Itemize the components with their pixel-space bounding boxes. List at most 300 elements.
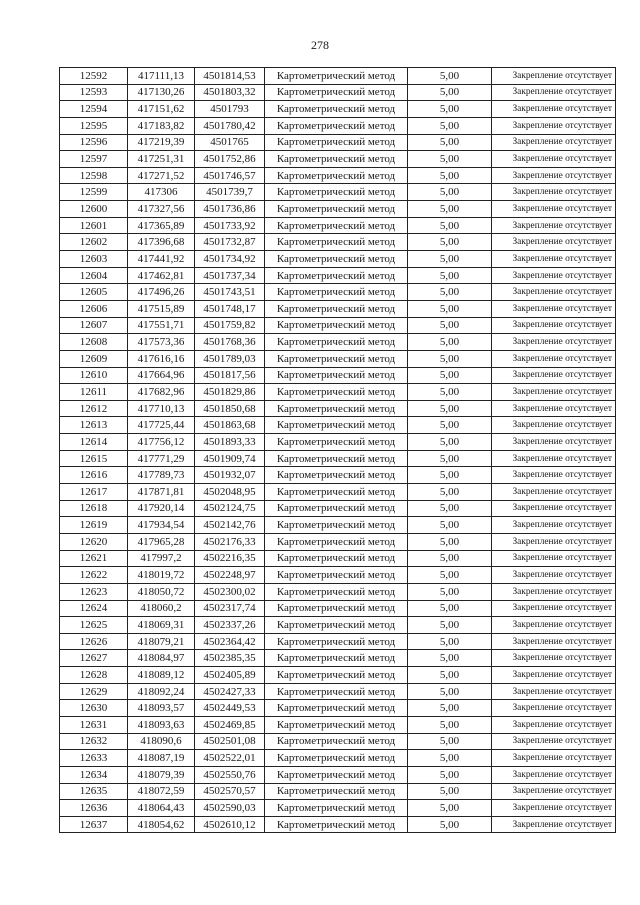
cell-coord-x: 417396,68 [128,234,195,251]
table-row [60,617,616,634]
cell-point-number: 12625 [60,617,128,634]
cell-coord-x: 418087,19 [128,750,195,767]
cell-point-number: 12617 [60,484,128,501]
table-row [60,251,616,268]
cell-coord-y: 4502300,02 [195,583,265,600]
cell-fixing-note: Закрепление отсутствует [492,550,616,567]
cell-coord-y: 4501850,68 [195,400,265,417]
table-row [60,533,616,550]
cell-coord-x: 418093,57 [128,700,195,717]
table-row [60,384,616,401]
cell-method: Картометрический метод [265,434,408,451]
cell-coord-y: 4502142,76 [195,517,265,534]
table-row [60,650,616,667]
cell-fixing-note: Закрепление отсутствует [492,334,616,351]
cell-method: Картометрический метод [265,251,408,268]
cell-coord-x: 417515,89 [128,300,195,317]
cell-accuracy: 5,00 [408,467,492,484]
cell-fixing-note: Закрепление отсутствует [492,533,616,550]
table-row [60,284,616,301]
cell-coord-y: 4502590,03 [195,800,265,817]
cell-coord-x: 418079,39 [128,766,195,783]
cell-coord-y: 4501768,36 [195,334,265,351]
coordinates-table [59,67,616,833]
cell-coord-y: 4501752,86 [195,151,265,168]
cell-accuracy: 5,00 [408,800,492,817]
cell-point-number: 12612 [60,400,128,417]
cell-method: Картометрический метод [265,300,408,317]
cell-point-number: 12627 [60,650,128,667]
cell-fixing-note: Закрепление отсутствует [492,750,616,767]
cell-coord-y: 4502522,01 [195,750,265,767]
table-row [60,151,616,168]
cell-accuracy: 5,00 [408,450,492,467]
cell-point-number: 12606 [60,300,128,317]
cell-coord-x: 418093,63 [128,716,195,733]
cell-fixing-note: Закрепление отсутствует [492,300,616,317]
cell-coord-x: 417965,28 [128,533,195,550]
cell-fixing-note: Закрепление отсутствует [492,667,616,684]
cell-accuracy: 5,00 [408,733,492,750]
cell-accuracy: 5,00 [408,617,492,634]
cell-coord-x: 418060,2 [128,600,195,617]
cell-fixing-note: Закрепление отсутствует [492,151,616,168]
cell-accuracy: 5,00 [408,367,492,384]
cell-method: Картометрический метод [265,500,408,517]
cell-point-number: 12628 [60,667,128,684]
cell-coord-x: 417997,2 [128,550,195,567]
cell-fixing-note: Закрепление отсутствует [492,467,616,484]
cell-coord-y: 4502405,89 [195,667,265,684]
cell-point-number: 12609 [60,350,128,367]
cell-coord-x: 417725,44 [128,417,195,434]
cell-point-number: 12635 [60,783,128,800]
cell-method: Картометрический метод [265,617,408,634]
cell-method: Картометрический метод [265,766,408,783]
cell-method: Картометрический метод [265,417,408,434]
cell-fixing-note: Закрепление отсутствует [492,234,616,251]
cell-method: Картометрический метод [265,733,408,750]
cell-point-number: 12608 [60,334,128,351]
table-row [60,633,616,650]
cell-accuracy: 5,00 [408,151,492,168]
cell-coord-y: 4502248,97 [195,567,265,584]
cell-point-number: 12618 [60,500,128,517]
cell-accuracy: 5,00 [408,384,492,401]
cell-coord-x: 417573,36 [128,334,195,351]
cell-fixing-note: Закрепление отсутствует [492,583,616,600]
cell-method: Картометрический метод [265,101,408,118]
cell-coord-x: 417920,14 [128,500,195,517]
cell-fixing-note: Закрепление отсутствует [492,633,616,650]
cell-fixing-note: Закрепление отсутствует [492,517,616,534]
cell-method: Картометрический метод [265,134,408,151]
cell-fixing-note: Закрепление отсутствует [492,800,616,817]
cell-point-number: 12632 [60,733,128,750]
cell-accuracy: 5,00 [408,600,492,617]
cell-fixing-note: Закрепление отсутствует [492,317,616,334]
cell-method: Картометрический метод [265,667,408,684]
cell-method: Картометрический метод [265,201,408,218]
cell-point-number: 12598 [60,167,128,184]
cell-accuracy: 5,00 [408,783,492,800]
cell-accuracy: 5,00 [408,500,492,517]
cell-fixing-note: Закрепление отсутствует [492,617,616,634]
cell-fixing-note: Закрепление отсутствует [492,101,616,118]
cell-method: Картометрический метод [265,184,408,201]
cell-coord-y: 4501748,17 [195,300,265,317]
cell-coord-x: 417306 [128,184,195,201]
table-row [60,167,616,184]
cell-coord-x: 417251,31 [128,151,195,168]
cell-accuracy: 5,00 [408,484,492,501]
cell-point-number: 12603 [60,251,128,268]
table-row [60,500,616,517]
table-row [60,683,616,700]
cell-point-number: 12610 [60,367,128,384]
cell-accuracy: 5,00 [408,117,492,134]
table-row [60,117,616,134]
cell-method: Картометрический метод [265,334,408,351]
cell-accuracy: 5,00 [408,750,492,767]
cell-point-number: 12622 [60,567,128,584]
cell-coord-y: 4501759,82 [195,317,265,334]
cell-coord-x: 417111,13 [128,68,195,85]
cell-point-number: 12616 [60,467,128,484]
table-row [60,201,616,218]
cell-method: Картометрический метод [265,484,408,501]
cell-accuracy: 5,00 [408,716,492,733]
cell-fixing-note: Закрепление отсутствует [492,384,616,401]
cell-coord-x: 417756,12 [128,434,195,451]
cell-point-number: 12602 [60,234,128,251]
cell-accuracy: 5,00 [408,567,492,584]
cell-coord-x: 418090,6 [128,733,195,750]
cell-coord-y: 4501893,33 [195,434,265,451]
cell-method: Картометрический метод [265,650,408,667]
table-row [60,334,616,351]
cell-accuracy: 5,00 [408,550,492,567]
cell-accuracy: 5,00 [408,84,492,101]
cell-coord-x: 417441,92 [128,251,195,268]
cell-coord-x: 417219,39 [128,134,195,151]
cell-accuracy: 5,00 [408,583,492,600]
cell-fixing-note: Закрепление отсутствует [492,84,616,101]
cell-method: Картометрический метод [265,367,408,384]
cell-coord-y: 4501789,03 [195,350,265,367]
cell-method: Картометрический метод [265,750,408,767]
cell-method: Картометрический метод [265,384,408,401]
cell-point-number: 12596 [60,134,128,151]
cell-fixing-note: Закрепление отсутствует [492,167,616,184]
table-row [60,600,616,617]
table-row [60,101,616,118]
cell-point-number: 12599 [60,184,128,201]
table-row [60,400,616,417]
cell-coord-x: 418089,12 [128,667,195,684]
table-row [60,667,616,684]
table-row [60,766,616,783]
cell-method: Картометрический метод [265,533,408,550]
cell-method: Картометрический метод [265,783,408,800]
coordinates-table-body [60,68,616,833]
cell-fixing-note: Закрепление отсутствует [492,117,616,134]
cell-coord-y: 4502570,57 [195,783,265,800]
cell-coord-y: 4502501,08 [195,733,265,750]
cell-accuracy: 5,00 [408,201,492,218]
cell-accuracy: 5,00 [408,517,492,534]
cell-coord-y: 4502364,42 [195,633,265,650]
cell-fixing-note: Закрепление отсутствует [492,400,616,417]
cell-coord-x: 417496,26 [128,284,195,301]
cell-point-number: 12613 [60,417,128,434]
cell-fixing-note: Закрепление отсутствует [492,201,616,218]
cell-coord-y: 4502216,35 [195,550,265,567]
cell-coord-x: 417871,81 [128,484,195,501]
cell-accuracy: 5,00 [408,434,492,451]
cell-coord-y: 4502337,26 [195,617,265,634]
cell-point-number: 12626 [60,633,128,650]
cell-accuracy: 5,00 [408,700,492,717]
cell-point-number: 12593 [60,84,128,101]
cell-coord-y: 4501863,68 [195,417,265,434]
cell-fixing-note: Закрепление отсутствует [492,367,616,384]
table-row [60,184,616,201]
table-row [60,716,616,733]
cell-accuracy: 5,00 [408,167,492,184]
cell-fixing-note: Закрепление отсутствует [492,350,616,367]
table-row [60,567,616,584]
cell-accuracy: 5,00 [408,317,492,334]
cell-coord-y: 4501817,56 [195,367,265,384]
cell-fixing-note: Закрепление отсутствует [492,733,616,750]
cell-coord-x: 418092,24 [128,683,195,700]
cell-method: Картометрический метод [265,284,408,301]
cell-coord-y: 4501803,32 [195,84,265,101]
cell-fixing-note: Закрепление отсутствует [492,650,616,667]
cell-method: Картометрический метод [265,350,408,367]
cell-method: Картометрический метод [265,633,408,650]
table-row [60,550,616,567]
cell-accuracy: 5,00 [408,417,492,434]
cell-method: Картометрический метод [265,167,408,184]
cell-coord-y: 4502385,35 [195,650,265,667]
cell-fixing-note: Закрепление отсутствует [492,484,616,501]
cell-accuracy: 5,00 [408,683,492,700]
table-row [60,484,616,501]
cell-point-number: 12615 [60,450,128,467]
cell-point-number: 12600 [60,201,128,218]
cell-method: Картометрический метод [265,217,408,234]
cell-coord-y: 4502427,33 [195,683,265,700]
cell-accuracy: 5,00 [408,650,492,667]
cell-coord-y: 4501743,51 [195,284,265,301]
cell-accuracy: 5,00 [408,533,492,550]
cell-coord-y: 4501736,86 [195,201,265,218]
cell-method: Картометрический метод [265,234,408,251]
table-row [60,783,616,800]
cell-point-number: 12604 [60,267,128,284]
cell-fixing-note: Закрепление отсутствует [492,68,616,85]
cell-fixing-note: Закрепление отсутствует [492,567,616,584]
cell-coord-x: 418084,97 [128,650,195,667]
table-row [60,350,616,367]
cell-accuracy: 5,00 [408,300,492,317]
table-row [60,217,616,234]
cell-method: Картометрический метод [265,700,408,717]
cell-fixing-note: Закрепление отсутствует [492,267,616,284]
cell-coord-y: 4501746,57 [195,167,265,184]
cell-point-number: 12637 [60,816,128,833]
cell-method: Картометрический метод [265,600,408,617]
cell-fixing-note: Закрепление отсутствует [492,500,616,517]
cell-coord-x: 417327,56 [128,201,195,218]
cell-point-number: 12633 [60,750,128,767]
cell-accuracy: 5,00 [408,251,492,268]
cell-point-number: 12601 [60,217,128,234]
cell-accuracy: 5,00 [408,334,492,351]
cell-coord-x: 418072,59 [128,783,195,800]
cell-coord-x: 417771,29 [128,450,195,467]
cell-fixing-note: Закрепление отсутствует [492,450,616,467]
cell-method: Картометрический метод [265,317,408,334]
cell-coord-y: 4502176,33 [195,533,265,550]
cell-accuracy: 5,00 [408,667,492,684]
cell-method: Картометрический метод [265,117,408,134]
cell-coord-y: 4502317,74 [195,600,265,617]
cell-method: Картометрический метод [265,467,408,484]
cell-method: Картометрический метод [265,583,408,600]
cell-accuracy: 5,00 [408,350,492,367]
cell-point-number: 12595 [60,117,128,134]
cell-fixing-note: Закрепление отсутствует [492,217,616,234]
cell-fixing-note: Закрепление отсутствует [492,600,616,617]
cell-accuracy: 5,00 [408,633,492,650]
cell-coord-x: 417682,96 [128,384,195,401]
cell-point-number: 12614 [60,434,128,451]
cell-method: Картометрический метод [265,716,408,733]
cell-coord-y: 4502469,85 [195,716,265,733]
cell-point-number: 12621 [60,550,128,567]
cell-coord-y: 4501780,42 [195,117,265,134]
cell-point-number: 12636 [60,800,128,817]
cell-point-number: 12611 [60,384,128,401]
cell-accuracy: 5,00 [408,184,492,201]
cell-coord-y: 4502048,95 [195,484,265,501]
cell-method: Картометрический метод [265,567,408,584]
cell-method: Картометрический метод [265,450,408,467]
cell-accuracy: 5,00 [408,766,492,783]
page-number: 278 [311,38,329,52]
table-row [60,84,616,101]
cell-point-number: 12607 [60,317,128,334]
cell-point-number: 12630 [60,700,128,717]
cell-accuracy: 5,00 [408,217,492,234]
cell-method: Картометрический метод [265,517,408,534]
cell-coord-x: 418050,72 [128,583,195,600]
cell-point-number: 12597 [60,151,128,168]
cell-point-number: 12620 [60,533,128,550]
cell-method: Картометрический метод [265,400,408,417]
table-row [60,517,616,534]
cell-coord-x: 417183,82 [128,117,195,134]
cell-coord-x: 417934,54 [128,517,195,534]
cell-point-number: 12634 [60,766,128,783]
table-row [60,750,616,767]
cell-coord-y: 4501737,34 [195,267,265,284]
cell-fixing-note: Закрепление отсутствует [492,716,616,733]
table-row [60,417,616,434]
cell-point-number: 12619 [60,517,128,534]
cell-fixing-note: Закрепление отсутствует [492,417,616,434]
table-row [60,450,616,467]
table-row [60,467,616,484]
cell-coord-x: 418054,62 [128,816,195,833]
cell-point-number: 12631 [60,716,128,733]
cell-coord-y: 4501793 [195,101,265,118]
cell-method: Картометрический метод [265,84,408,101]
cell-coord-x: 417130,26 [128,84,195,101]
cell-point-number: 12605 [60,284,128,301]
cell-coord-x: 417789,73 [128,467,195,484]
cell-fixing-note: Закрепление отсутствует [492,434,616,451]
cell-method: Картометрический метод [265,816,408,833]
cell-point-number: 12594 [60,101,128,118]
cell-accuracy: 5,00 [408,134,492,151]
cell-fixing-note: Закрепление отсутствует [492,134,616,151]
table-row [60,134,616,151]
cell-coord-y: 4501732,87 [195,234,265,251]
table-row [60,317,616,334]
cell-point-number: 12624 [60,600,128,617]
cell-method: Картометрический метод [265,683,408,700]
cell-fixing-note: Закрепление отсутствует [492,766,616,783]
cell-coord-y: 4501932,07 [195,467,265,484]
cell-method: Картометрический метод [265,151,408,168]
cell-coord-x: 418079,21 [128,633,195,650]
cell-fixing-note: Закрепление отсутствует [492,700,616,717]
cell-accuracy: 5,00 [408,68,492,85]
cell-coord-x: 417616,16 [128,350,195,367]
cell-coord-x: 417271,52 [128,167,195,184]
table-row [60,68,616,85]
cell-method: Картометрический метод [265,68,408,85]
table-row [60,300,616,317]
cell-coord-y: 4501765 [195,134,265,151]
cell-fixing-note: Закрепление отсутствует [492,683,616,700]
table-row [60,434,616,451]
cell-point-number: 12623 [60,583,128,600]
table-row [60,583,616,600]
cell-point-number: 12629 [60,683,128,700]
cell-coord-x: 417664,96 [128,367,195,384]
cell-accuracy: 5,00 [408,101,492,118]
cell-coord-y: 4501733,92 [195,217,265,234]
cell-fixing-note: Закрепление отсутствует [492,816,616,833]
cell-coord-x: 417551,71 [128,317,195,334]
table-row [60,816,616,833]
cell-coord-y: 4502449,53 [195,700,265,717]
cell-accuracy: 5,00 [408,267,492,284]
cell-fixing-note: Закрепление отсутствует [492,783,616,800]
cell-coord-y: 4502610,12 [195,816,265,833]
cell-coord-x: 418064,43 [128,800,195,817]
cell-point-number: 12592 [60,68,128,85]
cell-method: Картометрический метод [265,550,408,567]
cell-accuracy: 5,00 [408,816,492,833]
cell-method: Картометрический метод [265,800,408,817]
cell-accuracy: 5,00 [408,234,492,251]
